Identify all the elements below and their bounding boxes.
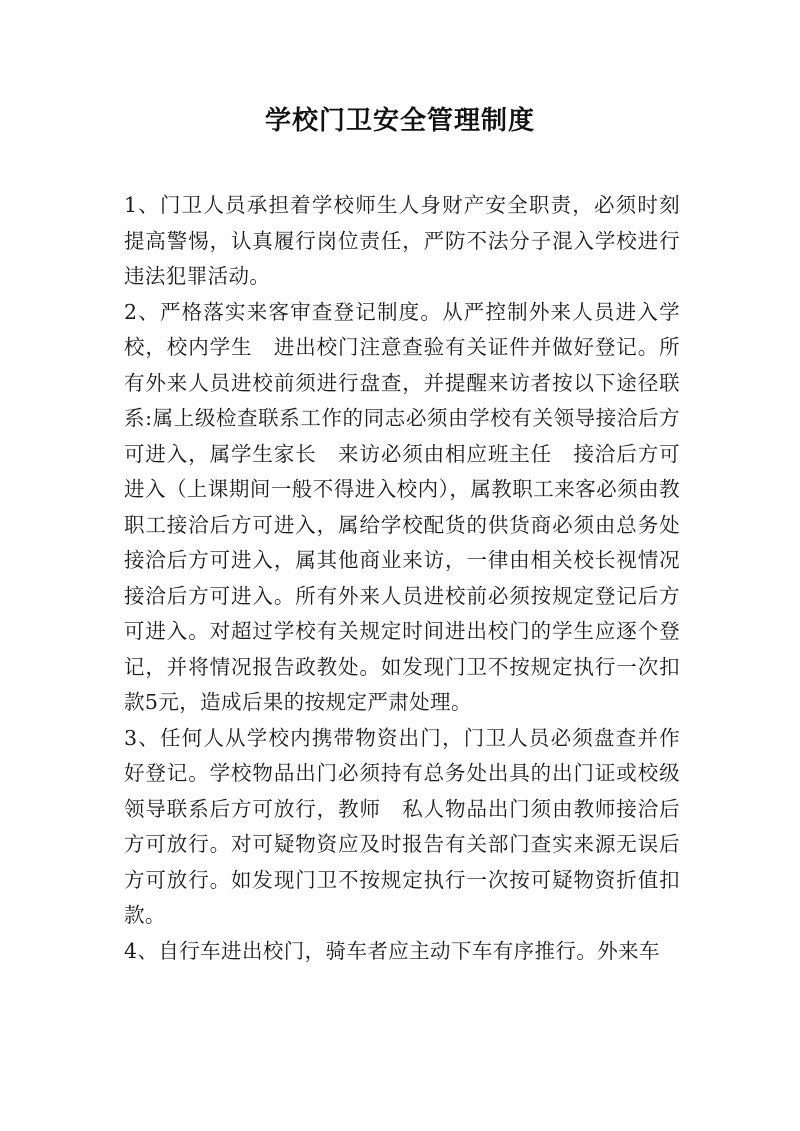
paragraph-3: 3、任何人从学校内携带物资出门，门卫人员必须盘查并作好登记。学校物品出门必须持有总务处出具的出门证或校级领导联系后方可放行，教师 私人物品出门须由教师接洽后方可放行。对可疑物资应及时报告有关部门查实来源无误后方可放行。如发现门卫不按规定执行一次按可疑物资折值扣款。 — [124, 725, 680, 927]
paragraph-4: 4、自行车进出校门，骑车者应主动下车有序推行。外来车 — [124, 938, 660, 963]
paragraph-2: 2、严格落实来客审查登记制度。从严控制外来人员进入学校，校内学生 进出校门注意查验有关证件并做好登记。所有外来人员进校前须进行盘查，并提醒来访者按以下途径联系:属上级检查联系工作的同志必须由学校有关领导接洽后方可进入，属学生家长 来访必须由相应班主任 接洽后方可进入（上课期间一般不得进入校内），属教职工来客必须由教职工接洽后方可进入，属给学校配货的供货商必须由总务处接洽后方可进入，属其他商业来访，一律由相关校长视情况接洽后方可进入。所有外来人员进校前必须按规定登记后方可进入。对超过学校有关规定时间进出校门的学生应逐个登记，并将情况报告政教处。如发现门卫不按规定执行一次扣款5元，造成后果的按规定严肃处理。 — [124, 299, 680, 714]
document-title: 学校门卫安全管理制度 — [264, 106, 535, 136]
paragraph-1: 1、门卫人员承担着学校师生人身财产安全职责，必须时刻提高警惕，认真履行岗位责任，严防不法分子混入学校进行违法犯罪活动。 — [124, 193, 680, 288]
document-body — [124, 188, 680, 969]
